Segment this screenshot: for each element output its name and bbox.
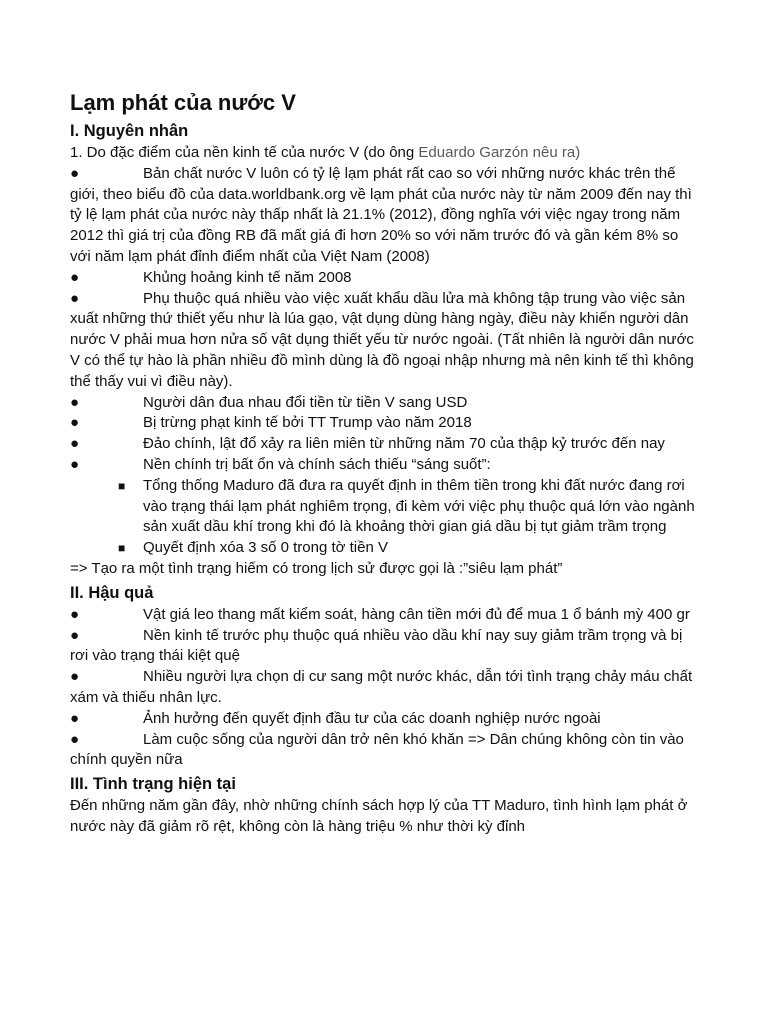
list-item-text: Người dân đua nhau đổi tiền từ tiền V sang USD xyxy=(143,393,468,411)
section-heading-current-status: III. Tình trạng hiện tại xyxy=(70,775,236,794)
causes-conclusion: => Tạo ra một tình trạng hiếm có trong lịch sử được gọi là :”siêu lạm phát” xyxy=(70,559,563,577)
list-item xyxy=(70,164,698,268)
bullet-icon: ● xyxy=(70,626,80,644)
bullet-icon: ● xyxy=(70,435,80,453)
list-item xyxy=(70,393,698,414)
current-status-paragraph: Đến những năm gần đây, nhờ những chính sách hợp lý của TT Maduro, tình hình lạm phát ở nước này đã giảm rõ rệt, không còn là hàng triệu % như thời kỳ đỉnh xyxy=(70,797,688,835)
section-heading-causes: I. Nguyên nhân xyxy=(70,122,189,140)
list-item xyxy=(70,268,698,289)
list-item xyxy=(70,413,698,434)
list-item-text: Bị trừng phạt kinh tế bởi TT Trump vào năm 2018 xyxy=(143,414,472,432)
list-item xyxy=(70,605,698,626)
list-item-text: Ảnh hưởng đến quyết định đầu tư của các doanh nghiệp nước ngoài xyxy=(143,709,601,727)
bullet-icon: ● xyxy=(70,605,80,623)
causes-intro-source: Eduardo Garzón nêu ra) xyxy=(418,144,581,161)
list-item xyxy=(70,455,698,476)
square-bullet-icon: ■ xyxy=(118,478,126,493)
bullet-icon: ● xyxy=(70,455,80,473)
bullet-icon: ● xyxy=(70,393,80,411)
bullet-icon: ● xyxy=(70,164,80,182)
list-item xyxy=(70,626,698,668)
list-item-text: Phụ thuộc quá nhiều vào việc xuất khẩu dầu lửa mà không tập trung vào việc sản xuất những thứ thiết yếu như là lúa gạo, vật dụng dùng hàng ngày, điều này khiến người dân nước V phải mua hơn nửa số vật dụng thiết yếu từ nước ngoài. (Tất nhiên là người dân nước V có thể tự hào là phần nhiều đồ mình dùng là đồ ngoại nhập nhưng mà nên kinh tế thì không thể thấy vui vì điều này). xyxy=(70,289,694,390)
bullet-icon: ● xyxy=(70,668,80,686)
sub-list-item xyxy=(70,538,698,559)
sub-list-item-text: Quyết định xóa 3 số 0 trong tờ tiền V xyxy=(143,539,388,557)
sub-list-item xyxy=(70,476,698,538)
list-item xyxy=(70,289,698,393)
causes-intro xyxy=(70,143,698,164)
list-item-text: Bản chất nước V luôn có tỷ lệ lạm phát rất cao so với những nước khác trên thế giới, theo biểu đồ của data.worldbank.org về lạm phát của nước này từ năm 2009 đến nay thì tỷ lệ lạm phát của nước này thấp nhất là 21.1% (2012), đồng nghĩa với việc ngay trong năm 2012 thì giá trị của đồng RB đã mất giá đi hơn 20% so với năm trước đó và gần kém 8% so với năm lạm phát đỉnh điểm nhất của Việt Nam (2008) xyxy=(70,164,692,265)
list-item-text: Đảo chính, lật đổ xảy ra liên miên từ những năm 70 của thập kỷ trước đến nay xyxy=(143,435,665,453)
section-heading-consequences: II. Hậu quả xyxy=(70,583,154,602)
list-item xyxy=(70,709,698,730)
bullet-icon: ● xyxy=(70,268,80,286)
list-item xyxy=(70,434,698,455)
square-bullet-icon: ■ xyxy=(118,541,126,556)
list-item-text: Nền kinh tế trước phụ thuộc quá nhiều vào dầu khí nay suy giảm trầm trọng và bị rơi vào trạng thái kiệt quệ xyxy=(70,626,683,665)
bullet-icon: ● xyxy=(70,709,80,727)
list-item-text: Nhiều người lựa chọn di cư sang một nước khác, dẫn tới tình trạng chảy máu chất xám và thiếu nhân lực. xyxy=(70,668,693,706)
list-item-text: Làm cuộc sống của người dân trở nên khó khăn => Dân chúng không còn tin vào chính quyền nữa xyxy=(70,730,684,769)
list-item xyxy=(70,730,698,772)
list-item xyxy=(70,667,698,709)
list-item-text: Nền chính trị bất ổn và chính sách thiếu “sáng suốt”: xyxy=(143,455,491,473)
sub-list-item-text: Tổng thống Maduro đã đưa ra quyết định in thêm tiền trong khi đất nước đang rơi vào trạng thái lạm phát nghiêm trọng, đi kèm với việc phụ thuộc quá lớn vào ngành sản xuất dầu khí trong khi đó là khoảng thời gian giá dầu bị tụt giảm trầm trọng xyxy=(143,476,695,536)
bullet-icon: ● xyxy=(70,730,80,748)
bullet-icon: ● xyxy=(70,289,80,307)
causes-intro-text: 1. Do đặc điểm của nền kinh tế của nước V (do ông xyxy=(70,144,419,161)
list-item-text: Vật giá leo thang mất kiểm soát, hàng cân tiền mới đủ để mua 1 ổ bánh mỳ 400 gr xyxy=(143,605,690,623)
list-item-text: Khủng hoảng kinh tế năm 2008 xyxy=(143,268,352,286)
bullet-icon: ● xyxy=(70,414,80,432)
document-title: Lạm phát của nước V xyxy=(70,90,296,115)
